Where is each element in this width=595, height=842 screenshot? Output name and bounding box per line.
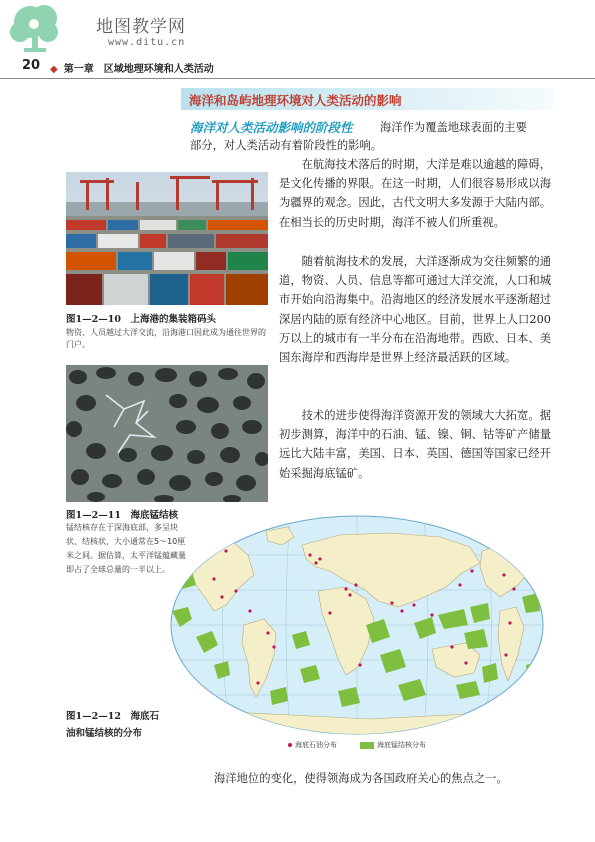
closing-sentence: 海洋地位的变化，使得领海成为各国政府关心的焦点之一。 xyxy=(214,772,508,785)
watermark xyxy=(8,4,208,54)
figure-1-title: 图1—2—10 上海港的集装箱码头 xyxy=(66,314,216,325)
nodule-swatch-icon xyxy=(360,742,374,749)
figure-3-title: 图1—2—12 海底石油和锰结核的分布 xyxy=(66,711,159,739)
intro-line-1: 海洋作为覆盖地球表面的主要 xyxy=(380,121,527,134)
legend-oil-label: 海底石油分布 xyxy=(295,741,337,749)
diamond-icon: ◆ xyxy=(50,64,58,75)
legend-manganese xyxy=(360,740,426,750)
figure-1-caption: 物资、人员越过大洋交流，沿海港口因此成为通往世界的门户。 xyxy=(66,328,266,349)
figure-2-title: 图1—2—11 海底锰结核 xyxy=(66,510,178,521)
paragraph-2: 随着航海技术的发展，大洋逐渐成为交往频繁的通道，物资、人员、信息等都可通过大洋交流，人口和城市开始向沿海集中。沿海地区的经济发展水平逐渐超过深居内陆的原有经济中心地区。目前，世界上人口200万以上的城市有一半分布在沿海地带。西欧、日本、美国东海岸和西海岸是世界上经济最活跃的区域。 xyxy=(279,255,551,365)
chapter-label: 第一章 区域地理环境和人类活动 xyxy=(63,64,214,75)
legend-oil xyxy=(288,740,337,750)
legend-manganese-label: 海底锰结核分布 xyxy=(377,741,426,749)
page-number: 20 xyxy=(22,58,41,73)
manganese-nodules-photo xyxy=(66,365,268,502)
paragraph-1: 在航海技术落后的时期，大洋是难以逾越的障碍，是文化传播的界限。在这一时期，人们很容易形成以海为疆界的观念。因此，古代文明大多发源于大陆内部。在相当长的历史时期，海洋不被人们所重视。 xyxy=(279,158,551,229)
section-title: 海洋和岛屿地理环境对人类活动的影响 xyxy=(189,93,402,108)
world-resource-map xyxy=(170,515,545,735)
paragraph-3: 技术的进步使得海洋资源开发的领域大大拓宽。据初步测算，海洋中的石油、锰、镍、铜、钴等矿产储量远比大陆丰富，美国、日本、英国、德国等国家已经开始采掘海底锰矿。 xyxy=(279,409,551,480)
page-header xyxy=(0,58,595,80)
oil-dot-icon xyxy=(288,743,292,747)
subsection-title: 海洋对人类活动影响的阶段性 xyxy=(190,120,353,135)
section-title-bar xyxy=(181,88,553,110)
watermark-name: 地图教学网 xyxy=(96,17,186,37)
watermark-url: www.ditu.cn xyxy=(108,37,186,48)
tree-logo-icon xyxy=(8,4,88,54)
intro-line-2: 部分，对人类活动有着阶段性的影响。 xyxy=(190,139,383,152)
figure-2-caption: 锰结核存在于深海底部，多呈块状、结核状，大小通常在5～10厘米之间。据估算，太平洋锰蕴藏量即占了全球总量的一半以上。 xyxy=(66,523,186,574)
container-port-photo xyxy=(66,172,268,305)
header-divider xyxy=(0,78,595,79)
chapter-title xyxy=(50,60,214,75)
